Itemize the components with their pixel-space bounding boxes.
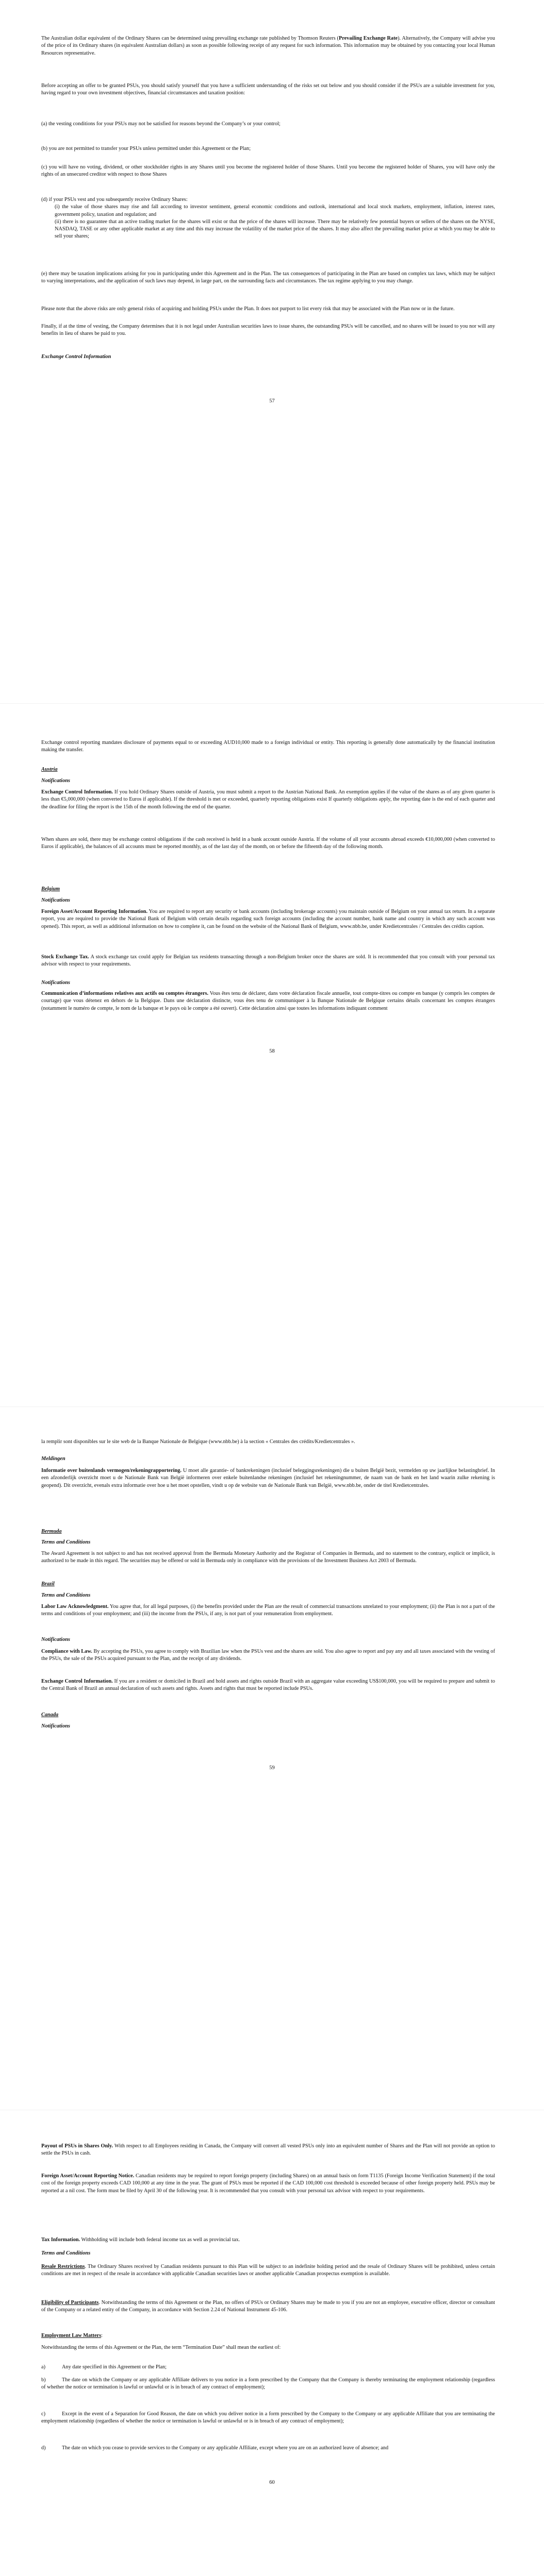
page-60 bbox=[0, 2110, 544, 2576]
section-heading: Terms and Conditions bbox=[41, 1539, 91, 1545]
paragraph: Please note that the above risks are only general risks of acquiring and holding PSUs under the Plan. It does not purport to list every risk that may be associated with the Plan now or in the future. bbox=[41, 306, 455, 312]
section-heading: Meldingen bbox=[41, 1456, 65, 1462]
list-item: b) The date on which the Company or any applicable Affiliate delivers to you notice in a form prescribed by the Company that the Company is thereby terminating the employment relationship (regardless of whether the notice or termination is lawful or unlawful or is in breach of any contract of employment); bbox=[41, 2377, 495, 2391]
paragraph: (b) you are not permitted to transfer your PSUs unless permitted under this Agreement or the Plan; bbox=[41, 146, 251, 151]
paragraph: Tax Information. Withholding will include both federal income tax as well as provincial tax. bbox=[41, 2237, 240, 2243]
paragraph: Exchange Control Information. If you are a resident or domiciled in Brazil and hold assets and rights outside Brazil with an aggregate value exceeding US$100,000, you will be required to prepare and submit to the Central Bank of Brazil an annual declaration of such assets and rights. Assets and rights that must be reported include PSUs. bbox=[41, 1679, 495, 1692]
paragraph: Eligibility of Participants. Notwithstanding the terms of this Agreement or the Plan, no offers of PSUs or Ordinary Shares may be made to you if you are not an employee, executive officer, director or consultant of the Company or a related entity of the Company, in accordance with Section 2.24 of National Instrument 45-106. bbox=[41, 2300, 495, 2313]
paragraph: Foreign Asset/Account Reporting Notice. Canadian residents may be required to report foreign property (including Shares) on an annual basis on form T1135 (Foreign Income Verification Statement) if the total cost of the foreign property exceeds CAD 100,000 at any time in the year. The grant of PSUs must be reported if the CAD 100,000 cost threshold is exceeded because of other foreign property held. PSUs may be reported at a nil cost. The form must be filed by April 30 of the following year. It is recommended that you consult with your personal tax advisor with respect to your requirements. bbox=[41, 2173, 495, 2194]
paragraph: Informatie over buitenlands vermogen/rekeningrapportering. U moet alle garantie- of bankrekeningen (inclusief beleggingsrekeningen) die u buiten België bezit, vermelden op uw jaarlijkse belastingbrief. In een afzonderlijk overzicht moet u de Nationale Bank van België informeren over enkele buitenlandse rekeningen (inclusief het rekeningnummer, de naam van de bank en het land waarin zulke rekening is geopend). Dit overzicht, evenals extra informatie over hoe u het moet opstellen, vindt u op de website van de Nationale Bank van België, www.nbb.be, onder de titel Kredietcentrales. bbox=[41, 1468, 495, 1488]
country-heading: Austria bbox=[41, 767, 58, 772]
section-heading: Notifications bbox=[41, 980, 71, 986]
section-heading: Exchange Control Information bbox=[41, 354, 111, 360]
paragraph: Stock Exchange Tax. A stock exchange tax could apply for Belgian tax residents transacting through a non-Belgium broker once the shares are sold. It is recommended that you consult with your personal tax advisor with respect to your requirements. bbox=[41, 954, 495, 968]
country-heading: Canada bbox=[41, 1712, 59, 1718]
paragraph: (a) the vesting conditions for your PSUs may not be satisfied for reasons beyond the Company’s or your control; bbox=[41, 121, 281, 127]
paragraph: Payout of PSUs in Shares Only. With respect to all Employees residing in Canada, the Company will convert all vested PSUs only into an equivalent number of Shares and the Plan will not provide an option to settle the PSUs in cash. bbox=[41, 2143, 495, 2157]
paragraph: Foreign Asset/Account Reporting Information. You are required to report any security or bank accounts (including brokerage accounts) you maintain outside of Belgium on your annual tax return. In a separate report, you are required to provide the National Bank of Belgium with certain details regarding such foreign accounts (including the account number, bank name and country in which any such account was opened). This report, as well as additional information on how to complete it, can be found on the website of the National Bank of Belgium, www.nbb.be, under Kredietcentrales / Centrales des crédits caption. bbox=[41, 909, 495, 929]
page-number: 59 bbox=[269, 1765, 275, 1771]
page-number: 60 bbox=[269, 2480, 275, 2485]
country-heading: Brazil bbox=[41, 1581, 55, 1587]
country-heading: Bermuda bbox=[41, 1529, 62, 1534]
paragraph: Exchange control reporting mandates disclosure of payments equal to or exceeding AUD10,000 made to a foreign individual or entity. This reporting is generally done automatically by the financial institution making the transfer. bbox=[41, 740, 495, 753]
paragraph: Labor Law Acknowledgment. You agree that, for all legal purposes, (i) the benefits provided under the Plan are the result of commercial transactions unrelated to your employment; (ii) the Plan is not a part of the terms and conditions of your employment; and (iii) the income from the PSUs, if any, is not part of your remuneration from employment. bbox=[41, 1604, 495, 1617]
section-heading: Notifications bbox=[41, 1723, 71, 1729]
paragraph: When shares are sold, there may be exchange control obligations if the cash received is held in a bank account outside Austria. If the volume of all your accounts abroad exceeds €10,000,000 (when converted to Euros if applicable), the balances of all accounts must be reported monthly, as of the last day of the month, on or before the fifteenth day of the following month. bbox=[41, 837, 495, 850]
paragraph: Exchange Control Information. If you hold Ordinary Shares outside of Austria, you must submit a report to the Austrian National Bank. An exemption applies if the value of the shares as of any given quarter is less than €5,000,000 (when converted to Euros if applicable). If the threshold is met or exceeded, quarterly reporting obligations exist If quarterly obligations apply, the reporting date is the end of each quarter and the deadline for filing the report is the 15th of the month following the end of the quarter. bbox=[41, 789, 495, 810]
section-heading: Terms and Conditions bbox=[41, 1592, 91, 1598]
paragraph: Finally, if at the time of vesting, the Company determines that it is not legal under Australian securities laws to issue shares, the outstanding PSUs will be cancelled, and no shares will be issued to you nor will any benefits in lieu of shares be paid to you. bbox=[41, 324, 495, 337]
page-58 bbox=[0, 703, 544, 1406]
paragraph: The Australian dollar equivalent of the Ordinary Shares can be determined using prevailing exchange rate published by Thomson Reuters (Prevailing Exchange Rate). Alternatively, the Company will advise you of the price of its Ordinary shares (in equivalent Australian dollars) as soon as possible following receipt of any request for such information. This information may be obtained by you contacting your local Human Resources representative. bbox=[41, 36, 495, 56]
list-item: c) Except in the event of a Separation for Good Reason, the date on which you deliver notice in a form prescribed by the Company to the Company or any applicable Affiliate that you are terminating the employment relationship (regardless of whether the notice or termination is lawful or unlawful or is in breach of any contract of employment); bbox=[41, 2411, 495, 2425]
page-number: 58 bbox=[269, 1048, 275, 1054]
section-heading: Notifications bbox=[41, 897, 71, 903]
paragraph: (c) you will have no voting, dividend, or other stockholder rights in any Shares until you become the registered holder of those Shares. Until you become the registered holder of Shares, you will have only the rights of an unsecured creditor with respect to those Shares bbox=[41, 164, 495, 178]
list-item: a) Any date specified in this Agreement or the Plan; bbox=[41, 2364, 167, 2370]
paragraph: Notwithstanding the terms of this Agreement or the Plan, the term “Termination Date” shall mean the earliest of: bbox=[41, 2345, 281, 2350]
paragraph: Communication d’informations relatives aux actifs ou comptes étrangers. Vous êtes tenu de déclarer, dans votre déclaration fiscale annuelle, tout compte-titres ou compte en banque (y compris les comptes de courtage) que vous détenez en dehors de la Belgique. Dans une déclaration distincte, vous êtes tenu de communiquer à la Banque Nationale de Belgique certains détails concernant les comptes étrangers (notamment le numéro de compte, le nom de la banque et le pays où le compte a été ouvert). Cette déclaration ainsi que toutes les informations indiquant comment bbox=[41, 991, 495, 1011]
paragraph: The Award Agreement is not subject to and has not received approval from the Bermuda Monetary Authority and the Registrar of Companies in Bermuda, and no statement to the contrary, explicit or implicit, is authorized to be made in this regard. The securities may be offered or sold in Bermuda only in compliance with the provisions of the Investment Business Act 2003 of Bermuda. bbox=[41, 1551, 495, 1564]
section-heading: Terms and Conditions bbox=[41, 2250, 91, 2256]
section-heading: Notifications bbox=[41, 778, 71, 784]
list-item: d) The date on which you cease to provide services to the Company or any applicable Affiliate, except where you are on an authorized leave of absence; and bbox=[41, 2445, 389, 2451]
paragraph: Before accepting an offer to be granted PSUs, you should satisfy yourself that you have a sufficient understanding of the risks set out below and you should consider if the PSUs are a suitable investment for you, having regard to your own investment objectives, financial circumstances and taxation position: bbox=[41, 83, 495, 96]
page-59 bbox=[0, 1406, 544, 2110]
page-57 bbox=[0, 0, 544, 703]
country-heading: Belgium bbox=[41, 886, 60, 892]
paragraph: (d) if your PSUs vest and you subsequently receive Ordinary Shares: (i) the value of those shares may rise and fall according to investor sentiment, general economic conditions and outlook, international and local stock markets, employment, inflation, interest rates, government policy, taxation and regulation; and (ii) there is no guarantee that an active trading market for the shares will exist or that the price of the shares will increase. There may be relatively few potential buyers or sellers of the shares on the NYSE, NASDAQ, TASE or any other applicable market at any time and this may increase the volatility of the market price of the shares. It may also affect the prevailing market price at which you may be able to sell your shares; bbox=[41, 197, 495, 240]
paragraph: Compliance with Law. By accepting the PSUs, you agree to comply with Brazilian law when the PSUs vest and the shares are sold. You also agree to report and pay any and all taxes associated with the vesting of the PSUs, the sale of the PSUs acquired pursuant to the Plan, and the receipt of any dividends. bbox=[41, 1649, 495, 1662]
page-number: 57 bbox=[269, 398, 275, 404]
paragraph: la remplir sont disponibles sur le site web de la Banque Nationale de Belgique (www.nbb.be) à la section « Centrales des crédits/Kredietcentrales ». bbox=[41, 1439, 355, 1445]
paragraph: Employment Law Matters: bbox=[41, 2333, 103, 2338]
section-heading: Notifications bbox=[41, 1637, 71, 1642]
paragraph: (e) there may be taxation implications arising for you in participating under this Agreement and in the Plan. The tax consequences of participating in the Plan are based on complex tax laws, which may be subject to varying interpretations, and the application of such laws may depend, in large part, on the surrounding facts and circumstances. The tax regime applying to you may change. bbox=[41, 271, 495, 284]
paragraph: Resale Restrictions. The Ordinary Shares received by Canadian residents pursuant to this Plan will be subject to an indefinite holding period and the resale of Ordinary Shares will be prohibited, unless certain conditions are met in respect of the resale in accordance with applicable Canadian securities laws or another applicable Canadian prospectus exemption is available. bbox=[41, 2264, 495, 2277]
